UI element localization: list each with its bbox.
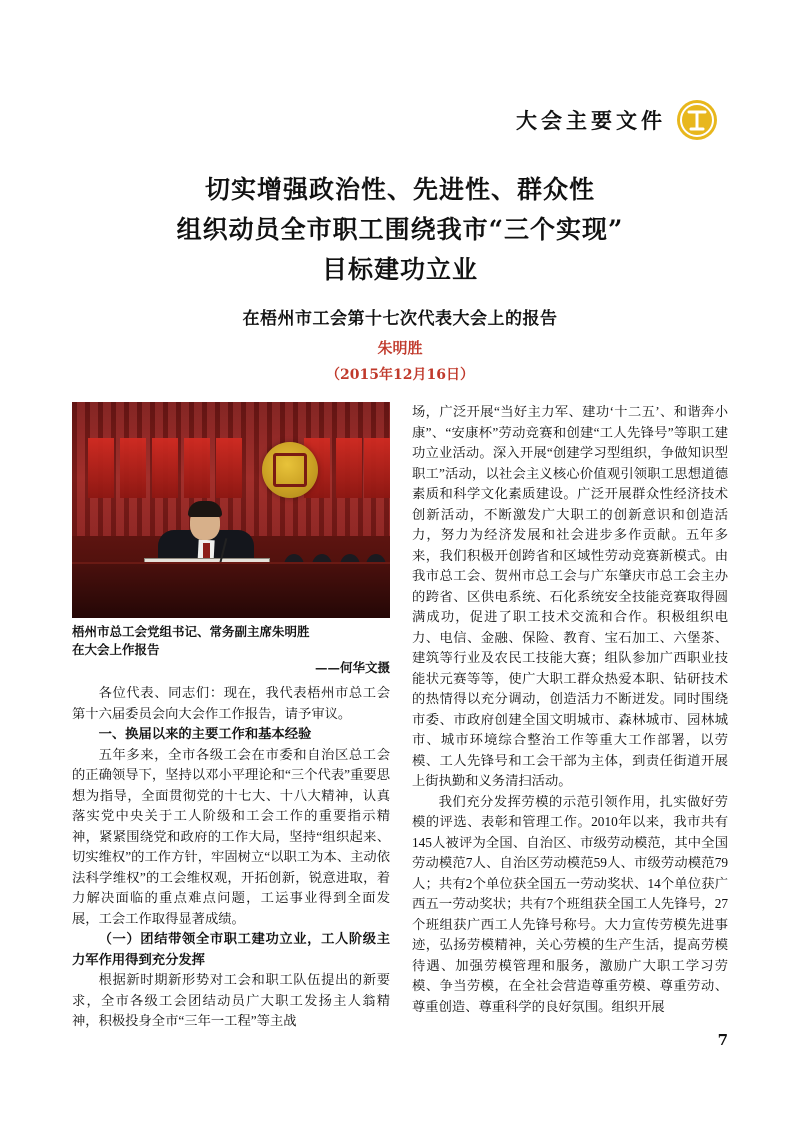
- photo-caption-line-1: 梧州市总工会党组书记、常务副主席朱明胜: [72, 624, 310, 639]
- right-column: [412, 402, 728, 1032]
- page-title-line-2: 组织动员全市职工围绕我市“三个实现”: [176, 215, 624, 244]
- flag-row: [80, 438, 382, 508]
- paragraph: 各位代表、同志们：现在，我代表梧州市总工会第十六届委员会向大会作工作报告，请予审议。: [72, 685, 390, 721]
- report-author: 朱明胜: [377, 339, 423, 357]
- page-header: [72, 0, 728, 144]
- photo-caption-line-2: 在大会上作报告: [72, 642, 160, 657]
- left-column: [72, 402, 390, 1032]
- header-title: 大会主要文件: [516, 108, 666, 133]
- subsection-heading: （一）团结带领全市职工建功立业，工人阶级主力军作用得到充分发挥: [72, 931, 390, 967]
- page-title-line-3: 目标建功立业: [321, 255, 478, 284]
- paragraph: 场，广泛开展“当好主力军、建功‘十二五’、和谐奔小康”、“安康杯”劳动竞赛和创建“工人先锋号”等职工建功立业活动。深入开展“创建学习型组织，争做知识型职工”活动，以社会主义核心价值观引领职工思想道德素质和科学文化素质建设。广泛开展群众性经济技术创新活动，不断激发广大职工的创新意识和创造活力，努力为经济发展和社会进步多作贡献。五年多来，我们积极开创跨省和区域性劳动竞赛新模式。由我市总工会、贺州市总工会与广东肇庆市总工会主办的跨省、区供电系统、石化系统安全技能竞赛取得圆满成功，促进了职工技术交流和合作。积极组织电力、电信、金融、保险、教育、宝石加工、六堡茶、建筑等行业及农民工技能大赛；组队参加广西职业技能状元赛等等，使广大职工群众热爱本职、钻研技术的热情得以充分调动，创造活力不断迸发。同时围绕市委、市政府创建全国文明城市、森林城市、园林城市、城市环境综合整治工作等重大工作部署，以劳模、工人先锋号和工会干部为主体，到责任街道开展上街执勤和义务清扫活动。: [412, 404, 728, 788]
- body-columns: [72, 402, 728, 1032]
- photo-figure: [72, 402, 390, 677]
- paragraph: 五年多来，全市各级工会在市委和自治区总工会的正确领导下，坚持以邓小平理论和“三个代表”重要思想为指导，全面贯彻党的十七大、十八大精神，认真落实党中央关于工人阶级和工会工作的重要指示精神，紧紧围绕党和政府的工作大局，坚持“组织起来、切实维权”的工作方针，牢固树立“以职工为本、主动依法科学维权”的工会维权观，开拓创新，锐意进取，着力解决面临的重点难点问题，工运事业得到全面发展，工会工作取得显著成绩。: [72, 746, 390, 926]
- report-date: （2015年12月16日）: [326, 367, 474, 383]
- paragraph: 根据新时期新形势对工会和职工队伍提出的新要求，全市各级工会团结动员广大职工发扬主人翁精神，积极投身全市“三年一工程”等主战: [72, 972, 390, 1028]
- section-heading: 一、换届以来的主要工作和基本经验: [98, 726, 312, 741]
- report-subtitle: 在梧州市工会第十七次代表大会上的报告: [242, 309, 558, 329]
- union-emblem-icon: [676, 99, 718, 141]
- photo-caption: [72, 623, 390, 677]
- paragraph: 我们充分发挥劳模的示范引领作用，扎实做好劳模的评选、表彰和管理工作。2010年以来，我市共有145人被评为全国、自治区、市级劳动模范，其中全国劳动模范7人、自治区劳动模范59人、市级劳动模范79人；共有2个单位获全国五一劳动奖状、14个单位获广西五一劳动奖状；共有7个班组获全国工人先锋号，27个班组获广西工人先锋号称号。大力宣传劳模先进事迹，弘扬劳模精神，关心劳模的生产生活，提高劳模待遇、加强劳模管理和服务，激励广大职工学习劳模、争当劳模，在全社会营造尊重劳模、尊重劳动、尊重创造、尊重科学的良好氛围。组织开展: [412, 793, 728, 1014]
- photo-credit: ——何华文摄: [314, 660, 390, 675]
- title-block: [72, 170, 728, 384]
- conference-photo: [72, 402, 390, 618]
- page-number: 7: [717, 1031, 728, 1049]
- page-title-line-1: 切实增强政治性、先进性、群众性: [204, 175, 595, 204]
- emblem-decoration: [262, 442, 318, 498]
